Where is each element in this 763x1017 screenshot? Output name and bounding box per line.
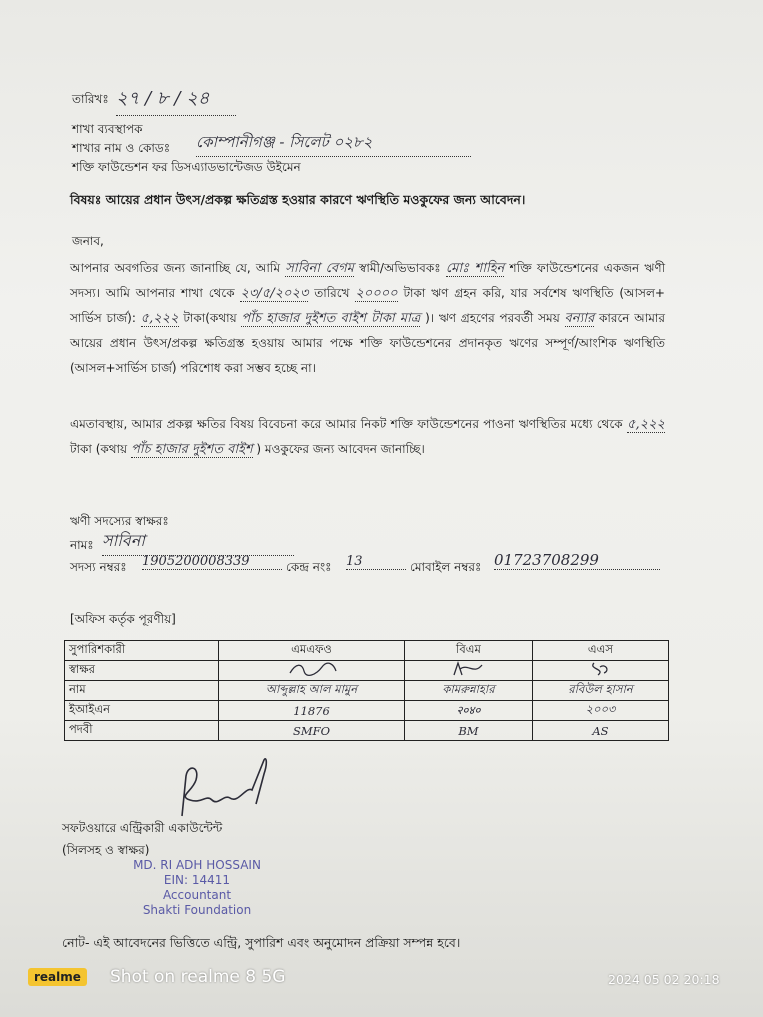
p1-text-1: আপনার অবগতির জন্য জানাচ্ছি যে, আমি [70,261,281,275]
signature-mfo [219,661,405,681]
signature-mfo-scribble [282,661,342,677]
name-label: নামঃ [70,538,94,552]
table-header-recommender: সুপারিশকারী [65,641,219,661]
subject: বিষয়ঃ আয়ের প্রধান উৎস/প্রকল্প ক্ষতিগ্রস্ত হওয়ার কারণে ঋণস্থিতি মওকুফের জন্য আবেদন। [70,192,526,207]
p1-text-3: শক্তি ফাউন্ডেশনের একজন ঋণী সদস্য। আমি আপনার শাখা থেকে [70,261,666,300]
designation-as: AS [532,721,668,741]
table-row [65,701,669,721]
signature-as [532,661,668,681]
name-value: সাবিনা [102,528,294,556]
member-no-value: 1905200008339 [142,554,282,570]
borrower-signature-label: ঋণী সদস্যের স্বাক্ষরঃ [70,514,169,528]
balance-in-words: পাঁচ হাজার দুইশত বাইশ টাকা মাত্র [241,311,421,326]
table-header-bm: বিএম [405,641,533,661]
ein-mfo: 11876 [219,701,405,721]
note: নোট- এই আবেদনের ভিত্তিতে এন্ট্রি, সুপারিশ এবং অনুমোদন প্রক্রিয়া সম্পন্ন হবে। [62,935,461,950]
table-row [65,721,669,741]
shot-on-text: Shot on realme 8 5G [110,967,286,987]
p2-text-1: এমতাবস্থায়, আমার প্রকল্প ক্ষতির বিষয় বিবেচনা করে আমার নিকট শক্তি ফাউন্ডেশনের পাওনা ঋণস্থিতির মধ্যে থেকে [70,417,623,431]
branch-name-value: কোম্পানীগঞ্জ - সিলেট ০২৮২ [196,131,471,157]
p2-text-3: ) মওকুফের জন্য আবেদন জানাচ্ছি। [256,442,425,456]
signature-bm-scribble [438,661,498,677]
name-as: রবিউল হাসান [532,681,668,701]
accountant-signature [172,756,282,822]
waive-in-words: পাঁচ হাজার দুইশত বাইশ [130,442,253,457]
p1-text-2: স্বামী/অভিভাবকঃ [359,261,441,275]
branch-name-label: শাখার নাম ও কোডঃ [72,141,171,155]
p1-text-6: টাকা(কথায় [183,311,237,325]
designation-bm: BM [405,721,533,741]
paragraph-2 [70,412,665,462]
ein-bm: २०४० [405,701,533,721]
row-label-name: নাম [65,681,219,701]
p2-text-2: টাকা (কথায় [70,442,128,456]
accountant-stamp [122,858,272,918]
table-header-as: এএস [532,641,668,661]
waive-amount: ৫,২২২ [627,417,665,432]
centre-value: 13 [346,554,406,570]
table-header-row [65,641,669,661]
photo-timestamp: 2024 05 02 20:18 [608,972,720,987]
guardian-name: মোঃ শাহিন [445,261,505,276]
org-name: শক্তি ফাউন্ডেশন ফর ডিসএ্যাডভান্টেজড উইমেন [72,160,301,174]
date-label: তারিখঃ [72,92,109,106]
ein-as: ২০০৩ [532,701,668,721]
signature-as-scribble [570,661,630,677]
branch-manager: শাখা ব্যবস্থাপক [72,122,143,136]
p1-text-5: টাকা ঋণ গ্রহন করি, যার সর্বশেষ ঋণস্থিতি (আসল+ সার্ভিস চার্জ): [70,286,665,325]
date-value: ২৭ / ৮ / ২৪ [116,84,236,116]
paragraph-1 [70,256,665,381]
borrower-name: সাবিনা বেগম [285,261,354,276]
realme-logo: realme [28,968,87,986]
loan-amount: ২০০০০ [355,286,398,301]
member-no-label: সদস্য নম্বরঃ [70,560,127,574]
row-label-designation: পদবী [65,721,219,741]
accountant-label: সফটওয়ারে এন্ট্রিকারী একাউন্টেন্ট [62,821,223,835]
mobile-value: 01723708299 [494,551,660,570]
p1-text-4: তারিখে [314,286,350,300]
name-bm: কামরুন্নাহার [405,681,533,701]
row-label-ein: ইআইএন [65,701,219,721]
centre-label: কেন্দ্র নংঃ [286,560,332,574]
loan-balance: ৫,২২২ [140,311,179,326]
p1-text-8: কারনে আমার আয়ের প্রধান উৎস/প্রকল্প ক্ষতিগ্রস্ত হওয়ায় আমার পক্ষে শক্তি ফাউন্ডেশনের প্রদানকৃত ঋণের সম্পূর্ণ/আংশিক ঋণস্থিতি (আসল+সার্ভিস চার্জ) পরিশোধ করা সম্ভব হচ্ছে না। [70,311,665,375]
stamp-ein: EIN: 14411 [163,873,231,887]
row-label-signature: স্বাক্ষর [65,661,219,681]
signature-bm [405,661,533,681]
table-row [65,681,669,701]
seal-label: (সিলসহ ও স্বাক্ষর) [62,843,150,857]
mobile-label: মোবাইল নম্বরঃ [410,560,482,574]
designation-mfo: SMFO [219,721,405,741]
loan-date: ২৩/৫/২০২৩ [240,286,309,301]
recommendation-table [64,640,669,741]
table-header-mfo: এমএফও [219,641,405,661]
stamp-name: MD. RI ADH HOSSAIN [133,858,261,872]
stamp-org: Shakti Foundation [142,903,252,917]
damage-reason: বন্যার [564,311,595,326]
table-row [65,661,669,681]
salutation: জনাব, [72,234,104,248]
stamp-title: Accountant [162,888,232,902]
name-mfo: আব্দুল্লাহ আল মামুন [219,681,405,701]
p1-text-7: )। ঋণ গ্রহণের পরবর্তী সময় [425,311,560,325]
office-label: [অফিস কর্তৃক পূরণীয়] [70,612,176,626]
